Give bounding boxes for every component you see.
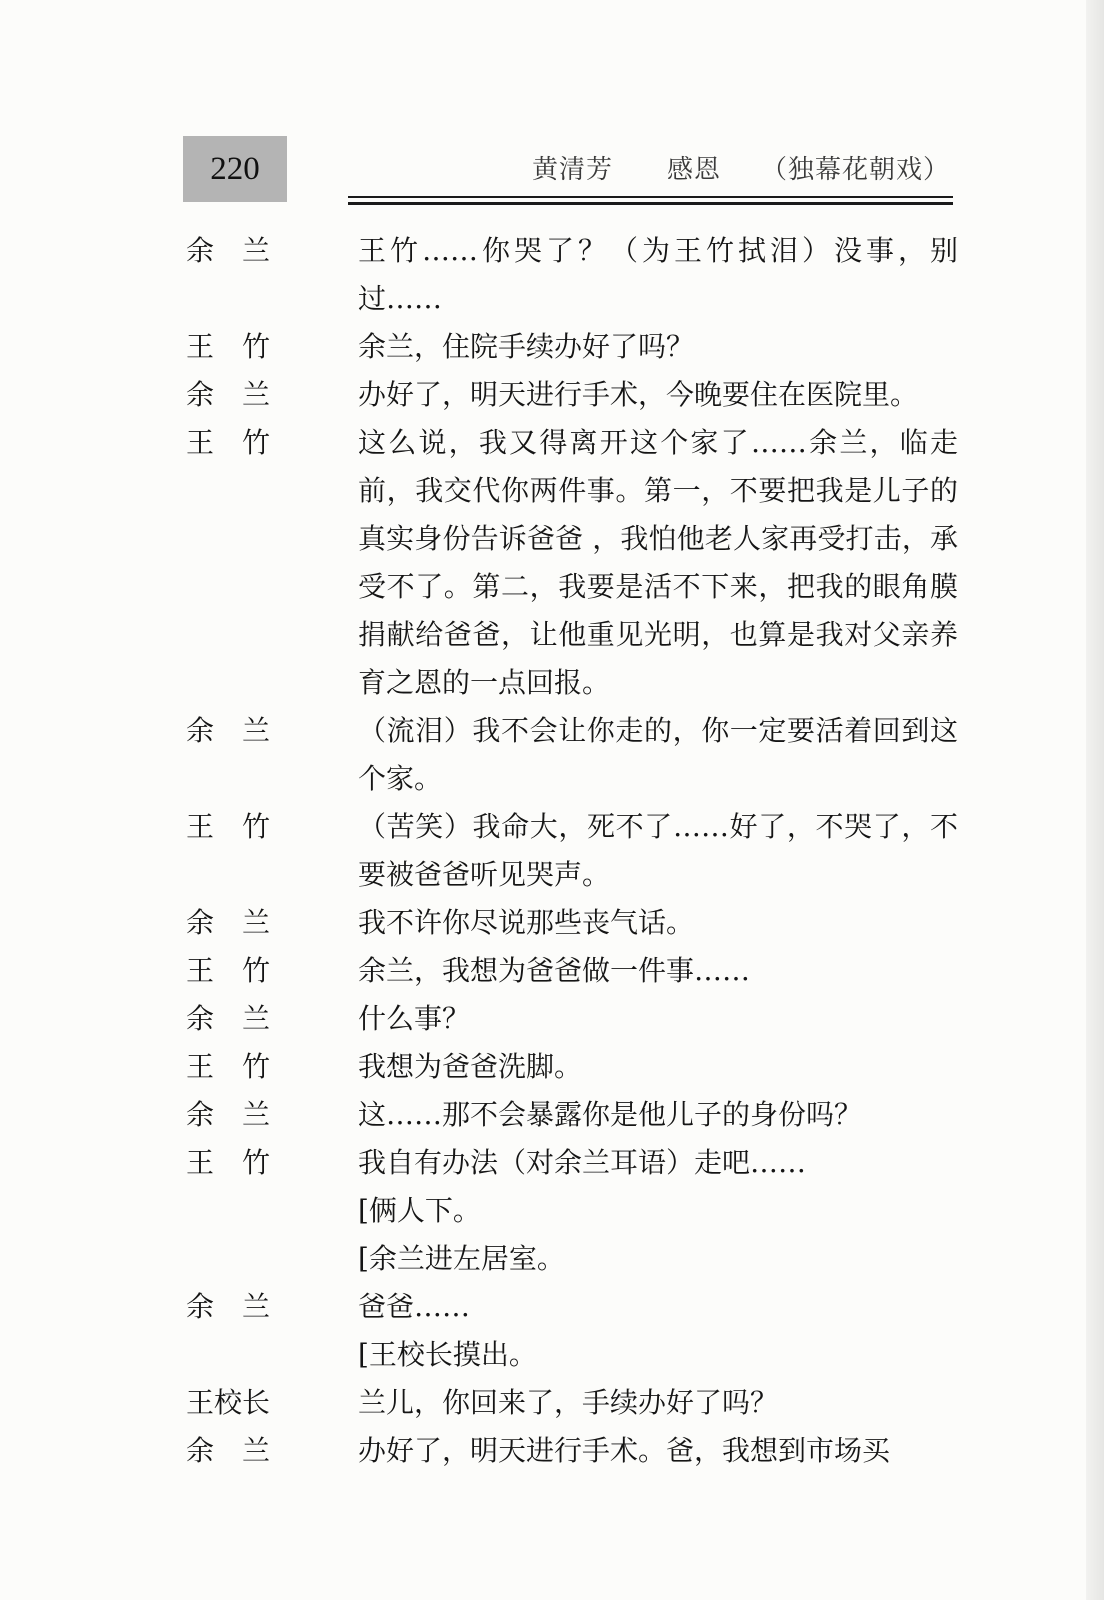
speaker-name: 余 兰 <box>186 906 271 939</box>
speaker-name: 王校长 <box>186 1386 271 1419</box>
speaker-name: 王 竹 <box>186 954 271 987</box>
script-body <box>186 227 966 1475</box>
speaker-name: 余 兰 <box>186 1290 271 1323</box>
speech-text: 余兰，我想为爸爸做一件事…… <box>358 954 751 987</box>
stage-direction <box>186 1331 966 1379</box>
header-title: 感恩 <box>666 154 721 185</box>
speaker-name: 王 竹 <box>186 426 271 459</box>
speaker-name: 余 兰 <box>186 1434 271 1467</box>
speech-text: 办好了，明天进行手术，今晚要住在医院里。 <box>358 378 919 411</box>
speech-text: （流泪）我不会让你走的，你一定要活着回到这个家。 <box>358 714 958 795</box>
speaker-name: 余 兰 <box>186 714 271 747</box>
speech-text: 办好了，明天进行手术。爸，我想到市场买 <box>358 1434 891 1467</box>
speech-text: 爸爸…… <box>358 1290 471 1323</box>
stage-direction-text: [王校长摸出。 <box>358 1338 537 1371</box>
script-line <box>186 1283 966 1331</box>
speaker-name: 王 竹 <box>186 810 271 843</box>
page-number <box>183 136 287 202</box>
script-line <box>186 227 966 323</box>
speech-text: 我想为爸爸洗脚。 <box>358 1050 583 1083</box>
speech-text: 这么说，我又得离开这个家了……余兰，临走前，我交代你两件事。第一，不要把我是儿子的真实身份告诉爸爸 ，我怕他老人家再受打击，承受不了。第二，我要是活不下来，把我的眼角膜捐献给爸爸，让他重见光明，也算是我对父亲养育之恩的一点回报。 <box>358 426 958 699</box>
script-line <box>186 1139 966 1187</box>
stage-direction-text: [俩人下。 <box>358 1194 481 1227</box>
running-header <box>440 142 950 192</box>
speech-text: （苦笑）我命大，死不了……好了，不哭了，不要被爸爸听见哭声。 <box>358 810 958 891</box>
speaker-name: 余 兰 <box>186 1098 271 1131</box>
page-number-text: 220 <box>210 150 260 187</box>
speaker-name: 王 竹 <box>186 1146 271 1179</box>
speech-text: 兰儿，你回来了，手续办好了吗？ <box>358 1386 779 1419</box>
script-line <box>186 371 966 419</box>
speaker-name: 王 竹 <box>186 1050 271 1083</box>
stage-direction <box>186 1235 966 1283</box>
script-line <box>186 1379 966 1427</box>
header-genre: （独幕花朝戏） <box>760 154 950 185</box>
stage-direction <box>186 1187 966 1235</box>
stage-direction-text: [余兰进左居室。 <box>358 1242 565 1275</box>
script-line <box>186 1091 966 1139</box>
script-line <box>186 419 966 707</box>
speaker-name: 王 竹 <box>186 330 271 363</box>
script-line <box>186 803 966 899</box>
speech-text: 我不许你尽说那些丧气话。 <box>358 906 695 939</box>
speaker-name: 余 兰 <box>186 1002 271 1035</box>
header-author: 黄清芳 <box>531 154 613 185</box>
scan-edge <box>1086 0 1104 1600</box>
speech-text: 王竹……你哭了？（为王竹拭泪）没事，别过…… <box>358 234 958 315</box>
script-line <box>186 899 966 947</box>
speech-text: 余兰，住院手续办好了吗？ <box>358 330 695 363</box>
speech-text: 什么事？ <box>358 1002 471 1035</box>
header-rule <box>348 196 953 205</box>
speech-text: 我自有办法（对余兰耳语）走吧…… <box>358 1146 807 1179</box>
speaker-name: 余 兰 <box>186 378 271 411</box>
script-line <box>186 947 966 995</box>
script-line <box>186 323 966 371</box>
script-line <box>186 1427 966 1475</box>
speaker-name: 余 兰 <box>186 234 271 267</box>
speech-text: 这……那不会暴露你是他儿子的身份吗？ <box>358 1098 863 1131</box>
script-line <box>186 995 966 1043</box>
script-line <box>186 1043 966 1091</box>
script-line <box>186 707 966 803</box>
